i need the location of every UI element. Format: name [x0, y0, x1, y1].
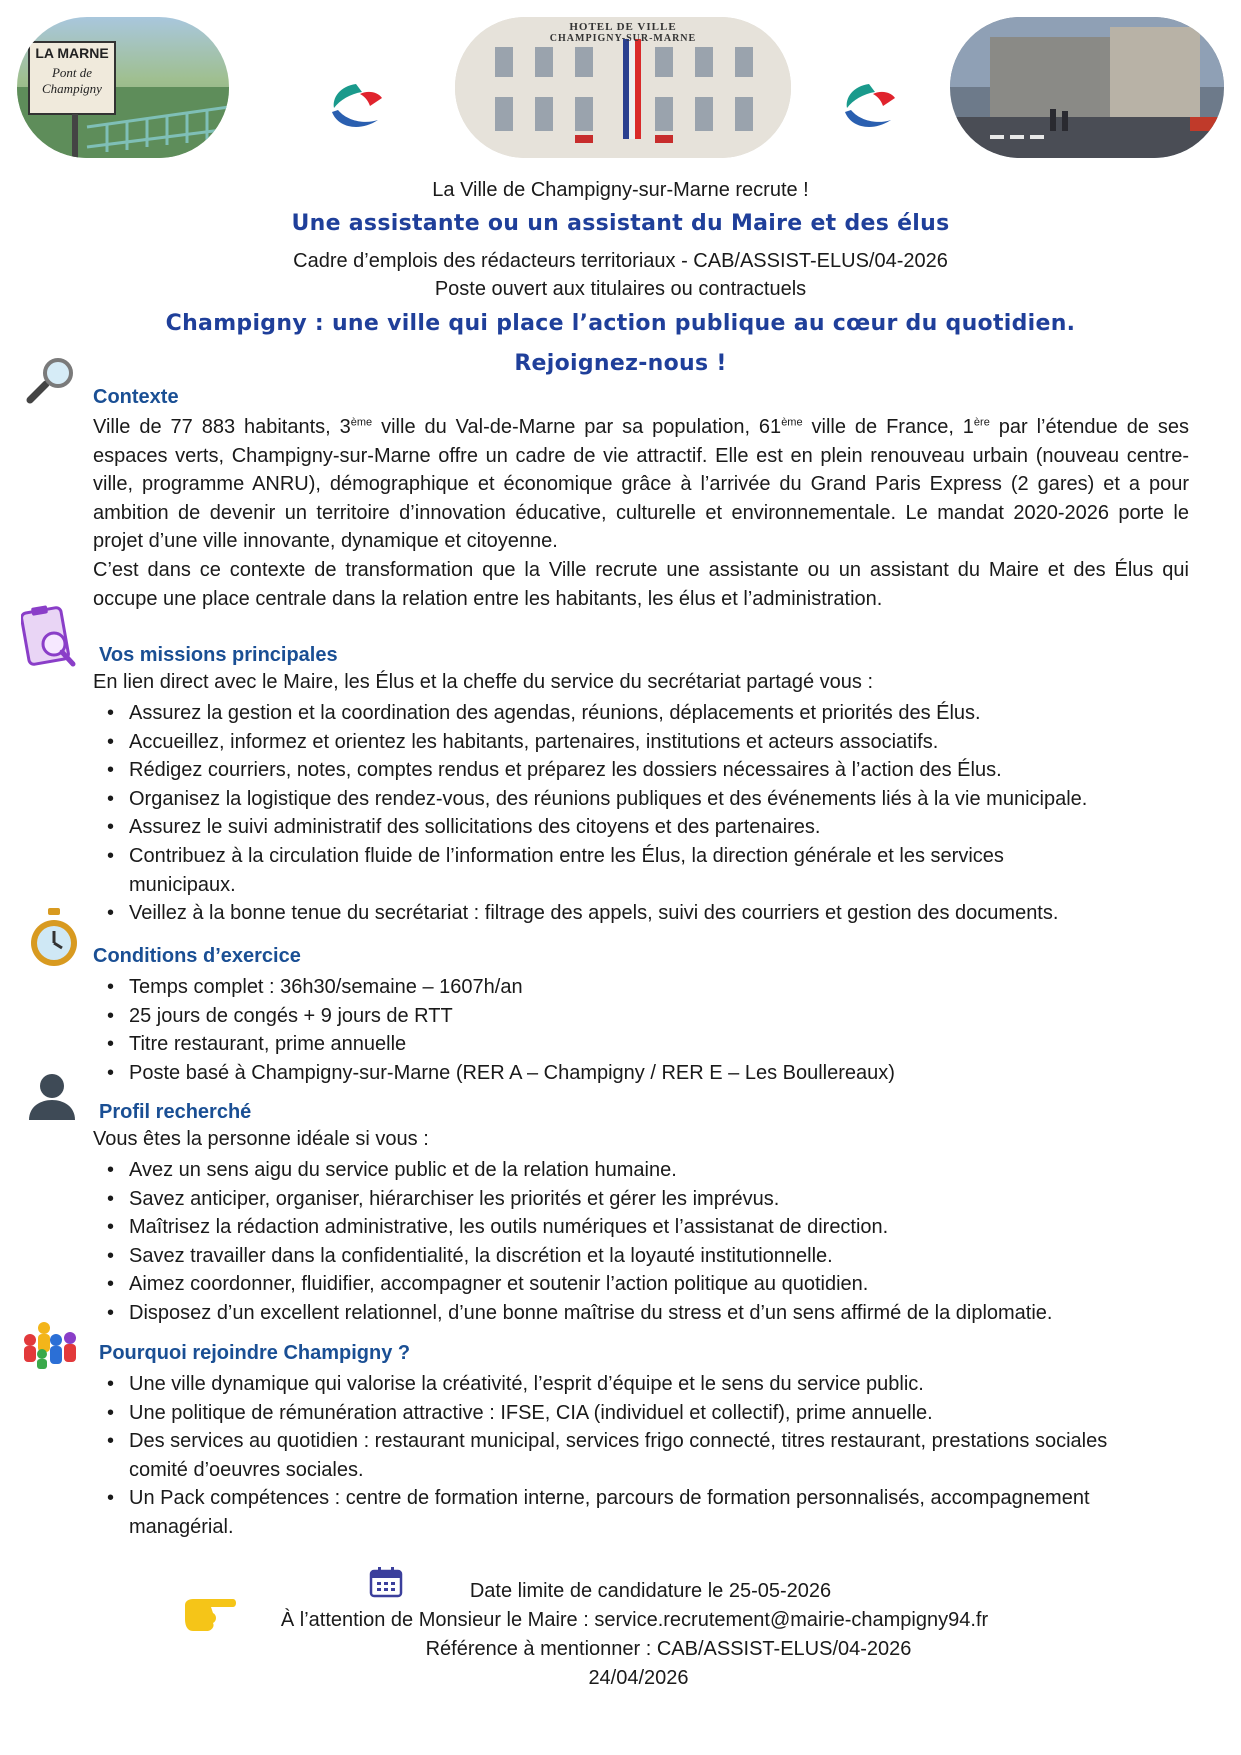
champigny-logo-right [839, 80, 901, 136]
missions-list [93, 699, 1189, 928]
list-item: • Veillez à la bonne tenue du secrétariat : filtrage des appels, suivi des courriers et gestion des documents. [93, 899, 1189, 928]
join-us: Rejoignez-nous ! [514, 351, 727, 376]
conditions-list [93, 973, 1189, 1087]
slogan: Champigny : une ville qui place l’action publique au cœur du quotidien. [165, 311, 1076, 336]
attention-line: À l’attention de Monsieur le Maire : service.recrutement@mairie-champigny94.fr [280, 1609, 989, 1631]
list-item: • Une politique de rémunération attractive : IFSE, CIA (individuel et collectif), prime annuelle. [93, 1399, 1193, 1428]
stopwatch-icon [28, 906, 80, 970]
contexte-paragraph-1: Ville de 77 883 habitants, 3ème ville du Val-de-Marne par sa population, 61ème ville de France, 1ère par l’étendue de ses espaces verts, Champigny-sur-Marne offre un cadre de vie attractif. Elle est en plein renouveau urbain (nouveau centre-ville, programme ANRU), démographique et économique grâce à l’arrivée du Grand Paris Express (2 gares) et a pour ambition de devenir un territoire d’innovation éducative, culturelle et environnementale. Le mandat 2020-2026 porte le projet d’une ville innovante, dynamique et citoyenne. [93, 416, 1189, 553]
cadre-line: Cadre d’emplois des rédacteurs territoriaux - CAB/ASSIST-ELUS/04-2026 [293, 250, 948, 272]
list-item: • Aimez coordonner, fluidifier, accompagner et soutenir l’action politique au quotidien. [93, 1270, 1189, 1299]
champigny-logo-left [326, 80, 388, 136]
missions-lead: En lien direct avec le Maire, les Élus et la cheffe du service du secrétariat partagé vous : [93, 671, 874, 693]
pourquoi-list [93, 1370, 1193, 1542]
list-item: • Temps complet : 36h30/semaine – 1607h/an [93, 973, 1189, 1002]
bridge-photo [17, 17, 229, 158]
list-item: • Une ville dynamique qui valorise la créativité, l’esprit d’équipe et le sens du service public. [93, 1370, 1193, 1399]
list-item: • Avez un sens aigu du service public et de la relation humaine. [93, 1156, 1189, 1185]
contexte-paragraph-2: C’est dans ce contexte de transformation que la Ville recrute une assistante ou un assistant du Maire et des Élus qui occupe une place centrale dans la relation entre les habitants, les élus et l’administration. [93, 559, 1189, 610]
sign-line-3: Champigny [42, 81, 102, 96]
list-item: • Disposez d’un excellent relationnel, d’une bonne maîtrise du stress et d’un sens affirmé de la diplomatie. [93, 1299, 1189, 1328]
list-item: • Assurez le suivi administratif des sollicitations des citoyens et des partenaires. [93, 813, 1189, 842]
list-item: • Savez anticiper, organiser, hiérarchiser les priorités et gérer les imprévus. [93, 1185, 1189, 1214]
person-icon [27, 1072, 77, 1122]
list-item: • Rédigez courriers, notes, comptes rendus et préparez les dossiers nécessaires à l’action des Élus. [93, 756, 1189, 785]
list-item: • 25 jours de congés + 9 jours de RTT [93, 1002, 1189, 1031]
list-item: • Maîtrisez la rédaction administrative, les outils numériques et l’assistanat de direction. [93, 1213, 1189, 1242]
open-to-line: Poste ouvert aux titulaires ou contractuels [434, 278, 807, 300]
intro-line: La Ville de Champigny-sur-Marne recrute ! [432, 179, 809, 201]
reference-line: Référence à mentionner : CAB/ASSIST-ELUS/04-2026 [425, 1638, 912, 1660]
sign-line-1: LA MARNE [35, 45, 109, 61]
list-item: • Savez travailler dans la confidentialité, la discrétion et la loyauté institutionnelle. [93, 1242, 1189, 1271]
sign-line-2: Pont de [51, 65, 93, 80]
deadline-line: Date limite de candidature le 25-05-2026 [469, 1580, 832, 1602]
profil-title: Profil recherché [99, 1101, 252, 1123]
conditions-title: Conditions d’exercice [93, 945, 301, 967]
list-item: • Un Pack compétences : centre de formation interne, parcours de formation personnalisés, accompagnement managérial. [93, 1484, 1193, 1541]
street-photo [950, 17, 1224, 158]
list-item: • Contribuez à la circulation fluide de l’information entre les Élus, la direction générale et les services municipaux. [93, 842, 1189, 899]
team-people-icon [18, 1314, 84, 1370]
missions-title: Vos missions principales [99, 644, 338, 666]
list-item: • Poste basé à Champigny-sur-Marne (RER A – Champigny / RER E – Les Boullereaux) [93, 1059, 1189, 1088]
document-date: 24/04/2026 [588, 1667, 689, 1689]
pourquoi-title: Pourquoi rejoindre Champigny ? [99, 1342, 411, 1364]
hotel-de-ville-photo [455, 17, 791, 158]
profil-lead: Vous êtes la personne idéale si vous : [93, 1128, 429, 1150]
building-line-1: HOTEL DE VILLE [569, 21, 677, 33]
building-line-2: CHAMPIGNY-SUR-MARNE [549, 33, 697, 44]
list-item: • Titre restaurant, prime annuelle [93, 1030, 1189, 1059]
list-item: • Organisez la logistique des rendez-vous, des réunions publiques et des événements liés à la vie municipale. [93, 785, 1189, 814]
list-item: • Assurez la gestion et la coordination des agendas, réunions, déplacements et priorités des Élus. [93, 699, 1189, 728]
list-item: • Accueillez, informez et orientez les habitants, partenaires, institutions et acteurs associatifs. [93, 728, 1189, 757]
list-item: • Des services au quotidien : restaurant municipal, services frigo connecté, titres restaurant, prestations sociales comité d’oeuvres sociales. [93, 1427, 1193, 1484]
profil-list [93, 1156, 1189, 1328]
contexte-title: Contexte [93, 386, 179, 408]
clipboard-search-icon [21, 604, 79, 672]
job-title: Une assistante ou un assistant du Maire et des élus [291, 211, 950, 236]
magnifier-icon [26, 356, 78, 406]
